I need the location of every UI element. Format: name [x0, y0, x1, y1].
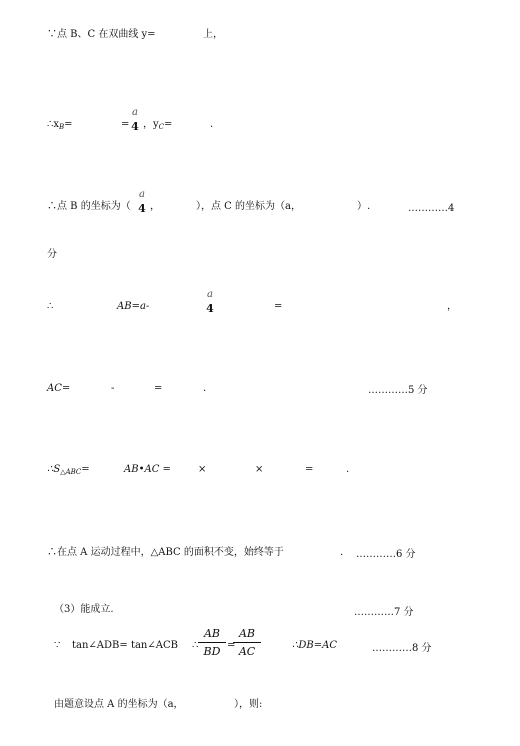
fraction-ab-over-bd: AB BD — [198, 628, 226, 657]
line-5-ab: AB=a- — [117, 301, 150, 312]
line-7-times-1: × — [198, 464, 207, 475]
line-11-text: 由题意设点 A 的坐标为（a， — [54, 699, 184, 710]
score-8: …………8 分 — [372, 643, 432, 654]
line-7-area: $\therefore S_{\triangle ABC}=$ — [47, 464, 90, 476]
fraction-ab-over-ac: AB AC — [233, 628, 261, 657]
because-symbol: ∵ — [54, 640, 61, 651]
line-11-end: ），则: — [234, 699, 263, 710]
therefore-symbol: ∴ — [192, 640, 199, 651]
line-3-rest: ），点 C 的坐标为（a， — [196, 201, 301, 212]
line-1-text: ∵点 B、C 在双曲线 y= — [47, 29, 156, 40]
line-5-comma: ， — [447, 301, 457, 312]
line-7-times-2: × — [255, 464, 264, 475]
line-6-dot: . — [203, 383, 207, 394]
line-8-dot: . — [340, 547, 344, 558]
line-2-dot: . — [210, 119, 214, 130]
line-3-end: ）. — [357, 201, 371, 212]
line-1-suffix: 上， — [203, 29, 223, 40]
score-7: …………7 分 — [354, 607, 414, 618]
fraction-eq: = — [227, 640, 236, 651]
line-6-ac: AC= — [47, 383, 71, 394]
line-7-ab-ac: AB•AC = — [124, 464, 171, 475]
line-6-minus: - — [111, 383, 115, 394]
line-3-comma: ， — [150, 201, 160, 212]
part-3-heading: （3）能成立. — [54, 604, 114, 615]
line-2-eq: = — [121, 119, 130, 130]
score-6: …………6 分 — [356, 549, 416, 560]
line-5-eq: = — [274, 301, 283, 312]
tan-equation: tan∠ADB= tan∠ACB — [72, 640, 178, 651]
fraction-a-over-4: a 4 — [138, 189, 146, 215]
therefore-symbol: ∴ — [47, 301, 54, 312]
fraction-a-over-4: a 4 — [206, 289, 214, 315]
line-3-prefix: ∴点 B 的坐标为（ — [47, 201, 131, 212]
line-7-eq: = — [305, 464, 314, 475]
fraction-a-over-4: a 4 — [131, 107, 139, 133]
line-6-eq: = — [154, 383, 163, 394]
line-8-text: ∴在点 A 运动过程中，△ABC 的面积不变，始终等于 — [47, 547, 284, 558]
score-4: …………4 — [408, 203, 455, 214]
line-2-yc: ，$y_C=$ — [143, 119, 173, 131]
line-7-dot: . — [346, 464, 350, 475]
line-2-xb: $\therefore x_B=$ — [47, 119, 73, 131]
line-4-text: 分 — [47, 249, 57, 260]
db-equals-ac: ∴DB=AC — [292, 640, 337, 651]
score-5: …………5 分 — [368, 385, 428, 396]
